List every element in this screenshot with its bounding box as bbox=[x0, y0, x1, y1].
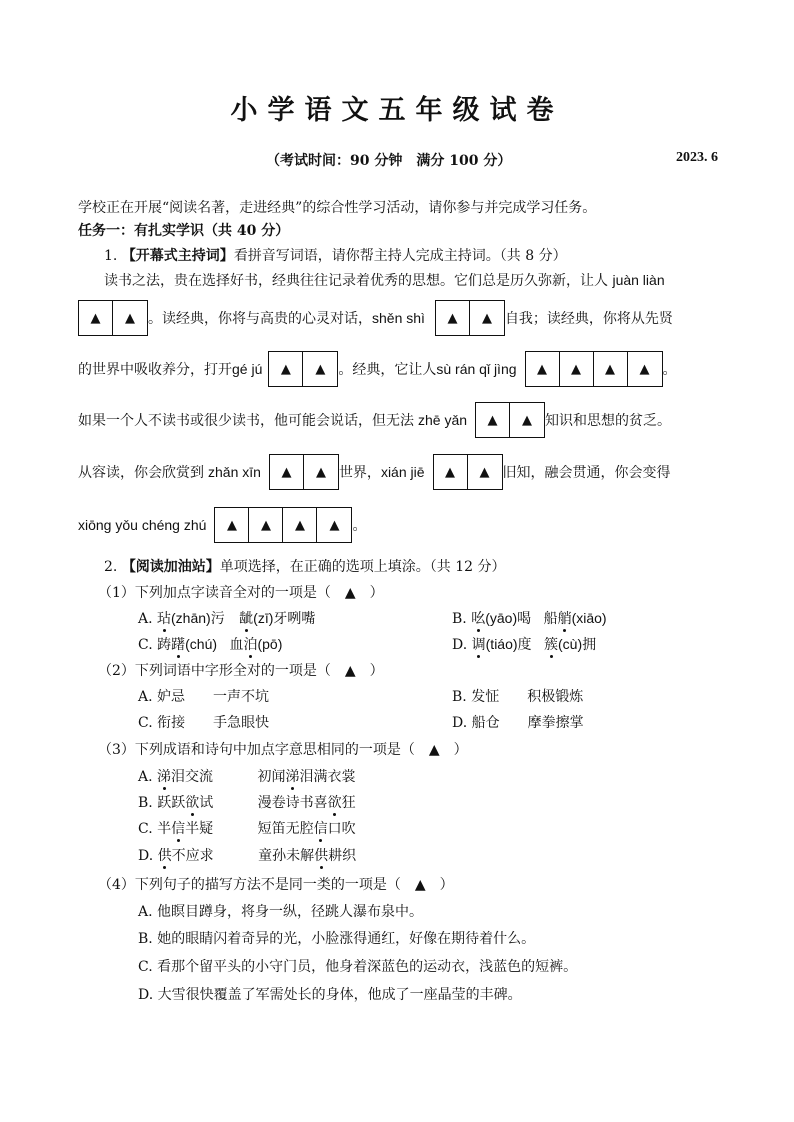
exam-subtitle: （考试时间：90 分钟 满分 100 分） bbox=[266, 153, 512, 169]
q2-3-stem: （3）下列成语和诗句中加点字意思相同的一项是（ ▲ ） bbox=[98, 742, 468, 758]
q1-text: 知识和思想的贫乏。 bbox=[545, 413, 672, 429]
option-text: 泪满衣裳 bbox=[299, 769, 356, 785]
answer-cell[interactable]: ▲ bbox=[526, 352, 560, 386]
answer-grid[interactable] bbox=[78, 300, 148, 336]
answer-cell[interactable]: ▲ bbox=[283, 508, 317, 542]
q2-1-option-d[interactable] bbox=[452, 634, 596, 654]
answer-grid[interactable] bbox=[475, 402, 545, 438]
pinyin: gé jú bbox=[232, 361, 263, 377]
q1-text: 世界， bbox=[338, 465, 381, 481]
q1-num: 1. bbox=[104, 248, 118, 264]
q1-tag: 【开幕式主持词】 bbox=[121, 248, 234, 264]
answer-cell[interactable]: ▲ bbox=[270, 455, 304, 489]
answer-cell[interactable]: ▲ bbox=[481, 310, 492, 326]
option-text: 漫卷诗书喜 bbox=[257, 795, 328, 811]
dotted-char: 玷 bbox=[157, 611, 172, 627]
q1-line-5 bbox=[78, 454, 671, 490]
q1-text: 旧知，融会贯通，你会变得 bbox=[502, 465, 671, 481]
option-text: (tiáo)度 bbox=[485, 636, 532, 652]
answer-cell[interactable]: ▲ bbox=[594, 352, 628, 386]
q1-text: 从容读，你会欣赏到 bbox=[78, 465, 204, 481]
q2-2-option-d[interactable]: D. 船仓 摩拳擦掌 bbox=[452, 715, 584, 731]
q2-tag: 【阅读加油站】 bbox=[121, 559, 220, 575]
dotted-char: 信 bbox=[313, 821, 328, 837]
answer-cell[interactable]: ▲ bbox=[249, 508, 283, 542]
answer-grid[interactable] bbox=[525, 351, 663, 387]
pinyin: sù rán qǐ jìng bbox=[436, 361, 517, 377]
q2-1-option-c[interactable] bbox=[138, 634, 282, 654]
answer-cell[interactable]: ▲ bbox=[560, 352, 594, 386]
dotted-char: 泊 bbox=[243, 637, 258, 653]
intro-text: 学校正在开展“阅读名著，走进经典”的综合性学习活动，请你参与并完成学习任务。 bbox=[78, 200, 597, 216]
dotted-char: 信 bbox=[171, 821, 186, 837]
answer-cell[interactable]: ▲ bbox=[269, 352, 303, 386]
answer-cell[interactable]: ▲ bbox=[434, 455, 468, 489]
dotted-char: 供 bbox=[157, 848, 172, 864]
option-text: 狂 bbox=[341, 795, 356, 811]
q2-heading bbox=[104, 556, 506, 576]
q2-4-option-b[interactable]: B. 她的眼睛闪着奇异的光，小脸涨得通红，好像在期待着什么。 bbox=[138, 931, 536, 947]
q2-2-stem: （2）下列词语中字形全对的一项是（ ▲ ） bbox=[98, 663, 384, 679]
answer-cell[interactable]: ▲ bbox=[522, 412, 533, 428]
exam-date: 2023. 6 bbox=[676, 150, 718, 165]
task1-title: 任务一：有扎实学识（共 40 分） bbox=[78, 223, 290, 239]
pinyin: zhē yǎn bbox=[418, 412, 468, 428]
option-text: 试 bbox=[199, 795, 214, 811]
answer-cell[interactable]: ▲ bbox=[479, 464, 490, 480]
q1-text: 读书之法，贵在选择好书，经典往往记录着优秀的思想。它们总是历久弥新，让人 bbox=[104, 273, 608, 289]
q2-3-option-c[interactable] bbox=[138, 818, 356, 838]
q2-2-option-b[interactable]: B. 发怔 积极锻炼 bbox=[452, 689, 584, 705]
dotted-char: 涕 bbox=[285, 769, 300, 785]
q1-instruction: 看拼音写词语，请你帮主持人完成主持词。（共 8 分） bbox=[233, 248, 567, 264]
option-text: 童孙未解 bbox=[258, 848, 315, 864]
answer-cell[interactable]: ▲ bbox=[215, 508, 249, 542]
q1-heading bbox=[104, 245, 567, 265]
q1-line-1 bbox=[104, 270, 665, 290]
option-text: (zhān)污 bbox=[171, 610, 225, 626]
q2-1-option-a[interactable] bbox=[138, 608, 315, 628]
option-letter: D. bbox=[452, 637, 468, 653]
option-letter: D. bbox=[138, 848, 154, 864]
q1-text: 自我；读经典，你将从先贤 bbox=[504, 311, 673, 327]
pinyin: xiōng yǒu chéng zhú bbox=[78, 517, 207, 533]
option-text: (zī)牙咧嘴 bbox=[253, 610, 316, 626]
option-text: 耕织 bbox=[328, 848, 357, 864]
q2-4-option-a[interactable]: A. 他瞑目蹲身，将身一纵，径跳人瀑布泉中。 bbox=[138, 904, 424, 920]
dotted-char: 艄 bbox=[557, 611, 572, 627]
option-letter: B. bbox=[138, 795, 153, 811]
q2-1-option-b[interactable] bbox=[452, 608, 607, 628]
option-letter: C. bbox=[138, 637, 153, 653]
option-text: 口吹 bbox=[327, 821, 356, 837]
q2-4-option-d[interactable]: D. 大雪很快覆盖了军需处长的身体，他成了一座晶莹的丰碑。 bbox=[138, 987, 522, 1003]
dotted-char: 调 bbox=[471, 637, 486, 653]
answer-grid[interactable] bbox=[435, 300, 505, 336]
answer-grid[interactable] bbox=[268, 351, 338, 387]
option-text: 踌 bbox=[157, 637, 172, 653]
option-letter: A. bbox=[138, 769, 153, 785]
answer-grid[interactable] bbox=[269, 454, 339, 490]
q1-text: 。 bbox=[352, 518, 367, 534]
dotted-char: 躇 bbox=[171, 637, 186, 653]
q2-1-stem: （1）下列加点字读音全对的一项是（ ▲ ） bbox=[98, 585, 384, 601]
option-letter: C. bbox=[138, 821, 153, 837]
q1-line-2 bbox=[78, 300, 673, 336]
q2-3-option-b[interactable] bbox=[138, 792, 356, 812]
answer-grid[interactable] bbox=[214, 507, 352, 543]
q2-2-option-a[interactable]: A. 妒忌 一声不坑 bbox=[138, 689, 270, 705]
option-text: (chú) bbox=[185, 636, 218, 652]
dotted-char: 涕 bbox=[157, 769, 172, 785]
dotted-char: 供 bbox=[314, 848, 329, 864]
option-text: 短笛无腔 bbox=[257, 821, 314, 837]
q1-line-3 bbox=[78, 351, 677, 387]
answer-cell[interactable]: ▲ bbox=[436, 301, 470, 335]
option-text: (cù)拥 bbox=[558, 636, 597, 652]
dotted-char: 欲 bbox=[185, 795, 200, 811]
dotted-char: 簇 bbox=[544, 637, 558, 653]
answer-cell[interactable]: ▲ bbox=[315, 464, 326, 480]
option-text: 初闻 bbox=[257, 769, 286, 785]
answer-cell[interactable]: ▲ bbox=[125, 310, 135, 326]
q1-line-4 bbox=[78, 402, 671, 438]
dotted-char: 龇 bbox=[239, 611, 254, 627]
option-text: 泪交流 bbox=[171, 769, 214, 785]
q1-text: 如果一个人不读书或很少读书，他可能会说话，但无法 bbox=[78, 413, 414, 429]
exam-title: 小学语文五年级试卷 bbox=[230, 95, 564, 126]
dotted-char: 吆 bbox=[471, 611, 486, 627]
q2-4-stem: （4）下列句子的描写方法不是同一类的一项是（ ▲ ） bbox=[98, 877, 454, 893]
q1-text: 的世界中吸收养分，打开 bbox=[78, 362, 232, 378]
q1-text: 。经典，它让人 bbox=[338, 362, 437, 378]
answer-cell[interactable]: ▲ bbox=[639, 361, 650, 377]
q1-text: 。读经典，你将与高贵的心灵对话， bbox=[148, 311, 372, 327]
option-text: 跃跃 bbox=[157, 795, 186, 811]
option-text: 不应求 bbox=[171, 848, 214, 864]
option-letter: B. bbox=[452, 611, 467, 627]
pinyin: shěn shì bbox=[372, 310, 425, 326]
pinyin: juàn liàn bbox=[612, 272, 665, 288]
answer-cell[interactable]: ▲ bbox=[315, 361, 326, 377]
answer-grid[interactable] bbox=[433, 454, 503, 490]
option-text: (yāo)喝 bbox=[485, 610, 532, 626]
option-text: 半疑 bbox=[185, 821, 214, 837]
q2-4-option-c[interactable]: C. 看那个留平头的小守门员，他身着深蓝色的运动衣，浅蓝色的短裤。 bbox=[138, 959, 578, 975]
pinyin: xián jiē bbox=[380, 464, 425, 480]
q2-num: 2. bbox=[104, 559, 118, 575]
dotted-char: 欲 bbox=[327, 795, 342, 811]
answer-cell[interactable]: ▲ bbox=[476, 403, 510, 437]
q2-instruction: 单项选择，在正确的选项上填涂。（共 12 分） bbox=[219, 559, 506, 575]
q2-2-option-c[interactable]: C. 衔接 手急眼快 bbox=[138, 715, 270, 731]
option-text: (xiāo) bbox=[571, 610, 607, 626]
option-text: (pō) bbox=[257, 636, 283, 652]
option-text: 血 bbox=[229, 637, 244, 653]
option-letter: A. bbox=[138, 611, 153, 627]
q1-text: 。 bbox=[662, 362, 677, 378]
option-text: 船 bbox=[543, 611, 558, 627]
pinyin: zhǎn xīn bbox=[208, 464, 261, 480]
q2-3-option-d[interactable] bbox=[138, 845, 356, 865]
answer-cell[interactable]: ▲ bbox=[79, 301, 113, 335]
q2-3-option-a[interactable] bbox=[138, 766, 355, 786]
q1-line-6 bbox=[78, 507, 366, 543]
answer-cell[interactable]: ▲ bbox=[329, 517, 340, 533]
option-text: 半 bbox=[157, 821, 172, 837]
